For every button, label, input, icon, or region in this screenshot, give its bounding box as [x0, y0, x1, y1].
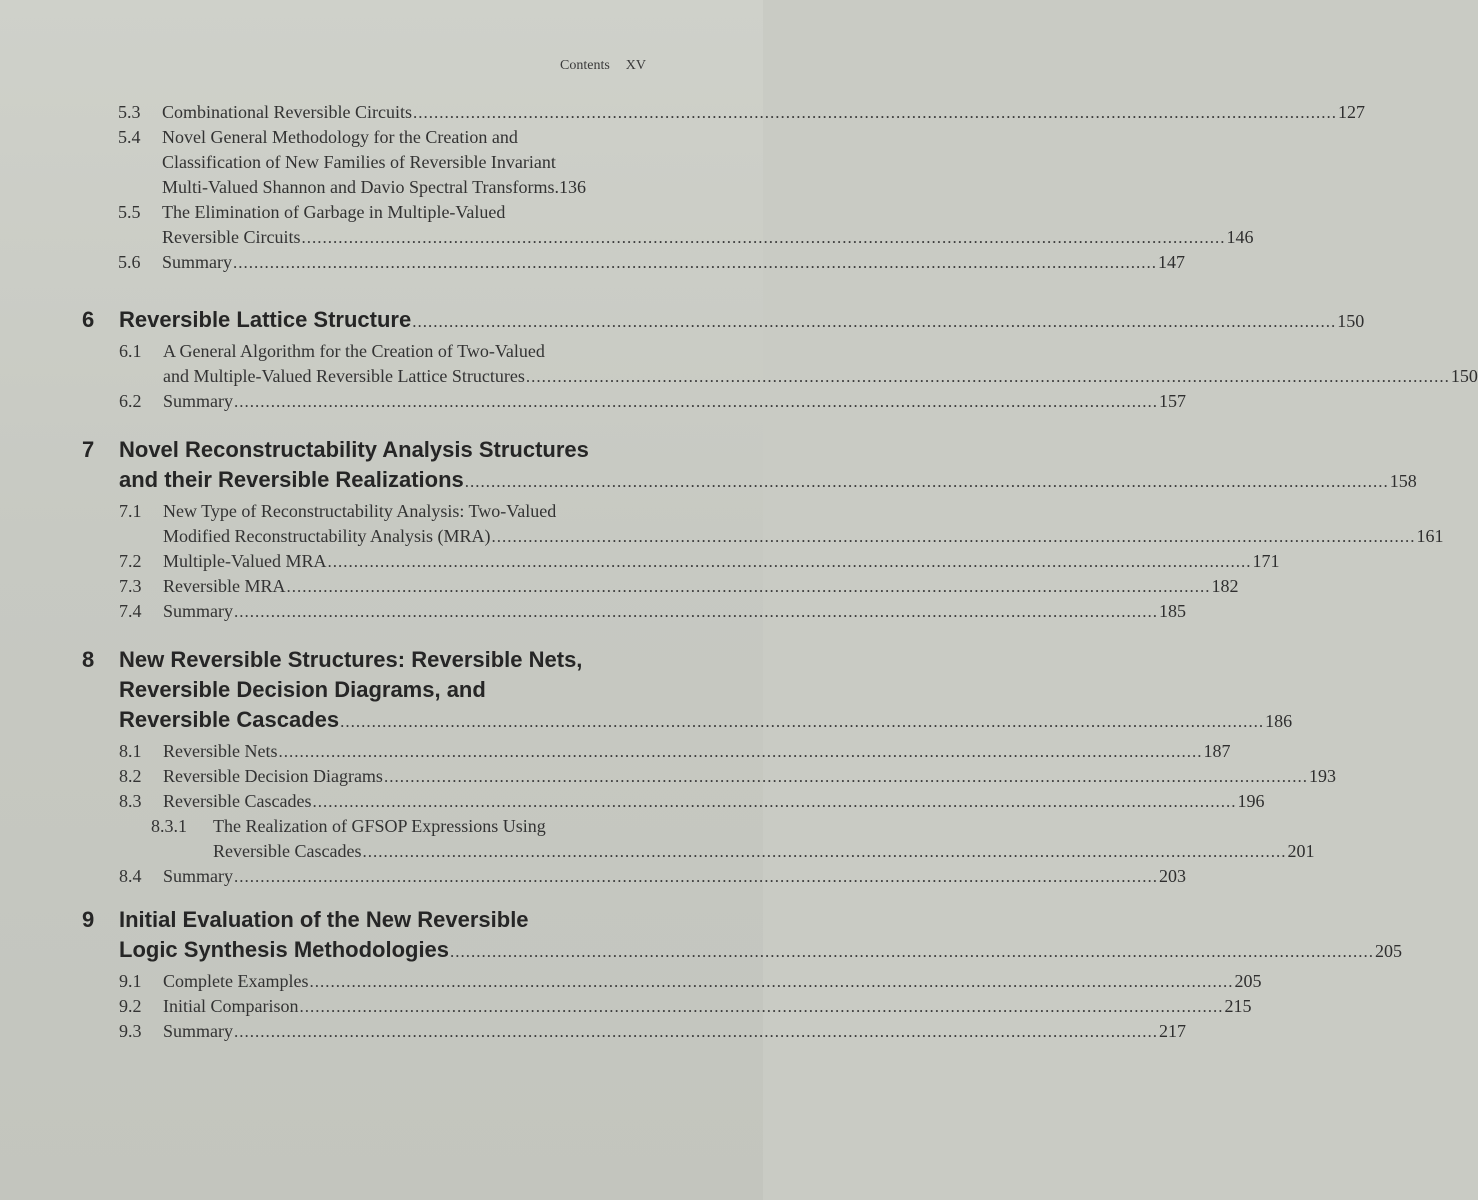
chapter-number: 6 — [82, 307, 95, 332]
section-title: Summary — [163, 391, 233, 411]
subsection-number: 8.3.1 — [151, 816, 187, 836]
toc-entry-5-3 — [118, 100, 1365, 125]
chapter-heading — [82, 905, 1403, 967]
dot-leader — [278, 739, 1202, 764]
dot-leader — [234, 389, 1158, 414]
toc-entry-8-2 — [119, 764, 1336, 789]
section-title: Reversible Circuits — [162, 227, 301, 247]
toc-entry-8-1 — [119, 739, 1231, 764]
section-title: The Elimination of Garbage in Multiple-Valued — [162, 202, 506, 222]
chapter-6 — [82, 305, 1478, 414]
page-number: 147 — [1158, 252, 1185, 272]
page-number: 217 — [1159, 1021, 1186, 1041]
section-number: 8.2 — [119, 766, 142, 786]
section-number: 5.3 — [118, 102, 141, 122]
page-number: 193 — [1308, 766, 1336, 786]
page-number: 205 — [1234, 971, 1262, 991]
page-number: 158 — [1389, 471, 1417, 491]
toc-entry-9-2 — [119, 994, 1252, 1019]
chapter-7 — [82, 435, 1444, 624]
running-head-label: Contents — [560, 58, 610, 73]
toc-entry-8-4 — [119, 864, 1186, 889]
dot-leader — [286, 574, 1210, 599]
chapter-title: Reversible Lattice Structure — [119, 307, 412, 332]
dot-leader — [312, 789, 1236, 814]
section-number: 8.3 — [119, 791, 142, 811]
section-number: 9.3 — [119, 1021, 142, 1041]
section-title: Multiple-Valued MRA — [163, 551, 327, 571]
toc-entry-7-1 — [119, 499, 1444, 549]
toc-entry-8-3-1 — [151, 814, 1315, 864]
chapter-title: and their Reversible Realizations — [119, 467, 464, 492]
section-title: Classification of New Families of Reversible Invariant — [162, 152, 556, 172]
section-number: 7.2 — [119, 551, 142, 571]
dot-leader — [309, 969, 1233, 994]
toc-entry-7-2 — [119, 549, 1280, 574]
chapter-9 — [82, 905, 1403, 1044]
section-number: 6.1 — [119, 341, 142, 361]
section-title: Novel General Methodology for the Creation and — [162, 127, 518, 147]
page-number: 203 — [1159, 866, 1186, 886]
page-number: 146 — [1226, 227, 1254, 247]
section-title: Summary — [163, 866, 233, 886]
page-number: 215 — [1224, 996, 1252, 1016]
section-number: 5.4 — [118, 127, 141, 147]
section-number: 7.1 — [119, 501, 142, 521]
section-title: Initial Comparison — [163, 996, 299, 1016]
chapter-heading — [82, 435, 1417, 497]
chapter-5-sections — [118, 100, 1365, 275]
page-number: 161 — [1416, 526, 1444, 546]
dot-leader — [526, 364, 1450, 389]
chapter-8 — [82, 645, 1336, 889]
dot-leader — [491, 524, 1415, 549]
section-title: Summary — [163, 601, 233, 621]
dot-leader — [328, 549, 1252, 574]
section-number: 5.5 — [118, 202, 141, 222]
section-number: 9.1 — [119, 971, 142, 991]
chapter-number: 7 — [82, 437, 95, 462]
section-title: New Type of Reconstructability Analysis: Two-Valued — [163, 501, 557, 521]
section-number: 8.1 — [119, 741, 142, 761]
section-number: 6.2 — [119, 391, 142, 411]
dot-leader — [299, 994, 1223, 1019]
dot-leader — [233, 250, 1157, 275]
page-number: 150 — [1450, 366, 1478, 386]
page-number: 150 — [1337, 311, 1365, 331]
chapter-number: 8 — [82, 647, 95, 672]
subsection-title: Reversible Cascades — [213, 841, 362, 861]
toc-entry-5-6 — [118, 250, 1185, 275]
section-title: Reversible MRA — [163, 576, 286, 596]
page-number: 171 — [1252, 551, 1280, 571]
dot-leader — [301, 225, 1225, 250]
page-number: 201 — [1287, 841, 1315, 861]
section-title: Multi-Valued Shannon and Davio Spectral Transforms. — [162, 177, 559, 197]
dot-leader — [412, 307, 1336, 337]
toc-entry-8-3 — [119, 789, 1265, 814]
toc-entry-5-5 — [118, 200, 1254, 250]
section-title: Summary — [163, 1021, 233, 1041]
toc-entry-6-1 — [119, 339, 1478, 389]
page-number: 196 — [1237, 791, 1265, 811]
subsection-title: The Realization of GFSOP Expressions Using — [213, 816, 546, 836]
dot-leader — [362, 839, 1286, 864]
toc-entry-9-3 — [119, 1019, 1186, 1044]
section-title: Complete Examples — [163, 971, 309, 991]
page-number: 205 — [1375, 941, 1403, 961]
toc-entry-6-2 — [119, 389, 1186, 414]
chapter-heading — [82, 645, 1293, 737]
running-head — [560, 58, 670, 74]
chapter-title: Reversible Decision Diagrams, and — [119, 677, 486, 702]
dot-leader — [450, 937, 1374, 967]
section-title: Combinational Reversible Circuits — [162, 102, 412, 122]
section-title: and Multiple-Valued Reversible Lattice Structures — [163, 366, 525, 386]
page-number: 186 — [1265, 711, 1293, 731]
section-number: 9.2 — [119, 996, 142, 1016]
page-number: 187 — [1203, 741, 1231, 761]
page-number: 127 — [1337, 102, 1365, 122]
toc-entry-7-4 — [119, 599, 1186, 624]
dot-leader — [340, 707, 1264, 737]
section-number: 7.4 — [119, 601, 142, 621]
chapter-title: Novel Reconstructability Analysis Structures — [119, 437, 589, 462]
toc-entry-7-3 — [119, 574, 1239, 599]
section-title: A General Algorithm for the Creation of Two-Valued — [163, 341, 545, 361]
page-number: 136 — [558, 177, 586, 197]
section-title: Summary — [162, 252, 232, 272]
section-title: Reversible Cascades — [163, 791, 312, 811]
chapter-title: Reversible Cascades — [119, 707, 340, 732]
section-number: 7.3 — [119, 576, 142, 596]
section-title: Modified Reconstructability Analysis (MRA) — [163, 526, 491, 546]
running-head-page: XV — [625, 58, 647, 73]
page-number: 157 — [1159, 391, 1186, 411]
chapter-title: New Reversible Structures: Reversible Nets, — [119, 647, 583, 672]
dot-leader — [234, 599, 1158, 624]
chapter-title: Logic Synthesis Methodologies — [119, 937, 450, 962]
dot-leader — [384, 764, 1308, 789]
dot-leader — [465, 467, 1389, 497]
page-number: 185 — [1159, 601, 1186, 621]
chapter-heading — [82, 305, 1365, 337]
section-number: 8.4 — [119, 866, 142, 886]
dot-leader — [234, 864, 1158, 889]
section-title: Reversible Nets — [163, 741, 278, 761]
chapter-number: 9 — [82, 907, 95, 932]
toc-entry-9-1 — [119, 969, 1262, 994]
toc-entry-5-4 — [118, 125, 670, 200]
chapter-title: Initial Evaluation of the New Reversible — [119, 907, 529, 932]
dot-leader — [413, 100, 1337, 125]
dot-leader — [234, 1019, 1158, 1044]
section-title: Reversible Decision Diagrams — [163, 766, 383, 786]
page-number: 182 — [1211, 576, 1239, 596]
section-number: 5.6 — [118, 252, 141, 272]
